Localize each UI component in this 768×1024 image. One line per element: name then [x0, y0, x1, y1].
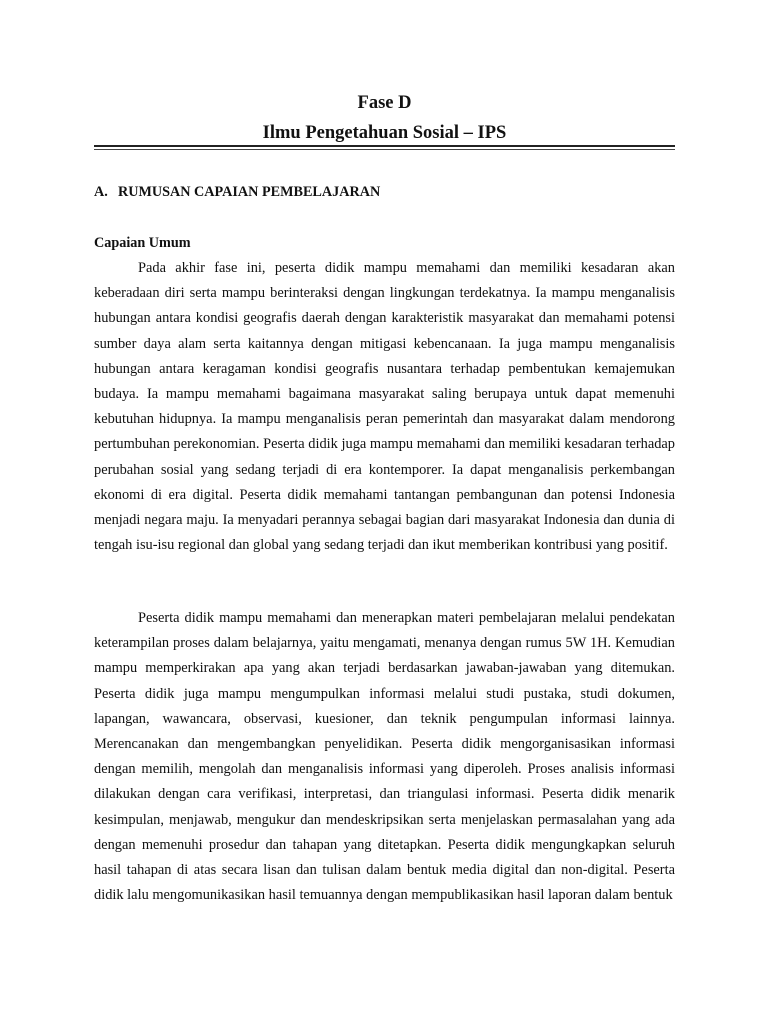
body-paragraph: Peserta didik mampu memahami dan menerapkan materi pembelajaran melalui pendekatan keterampilan proses dalam belajarnya, yaitu mengamati, menanya dengan rumus 5W 1H. Kemudian mampu memperkirakan apa yang akan terjadi berdasarkan jawaban-jawaban yang ditemukan. Peserta didik juga mampu mengumpulkan informasi melalui studi pustaka, studi dokumen, lapangan, wawancara, observasi, kuesioner, dan teknik pengumpulan informasi lainnya. Merencanakan dan mengembangkan penyelidikan. Peserta didik mengorganisasikan informasi dengan memilih, mengolah dan menganalisis informasi yang diperoleh. Proses analisis informasi dilakukan dengan cara verifikasi, interpretasi, dan triangulasi informasi. Peserta didik menarik kesimpulan, menjawab, mengukur dan mendeskripsikan serta menjelaskan permasalahan yang ada dengan memenuhi prosedur dan tahapan yang ditetapkan. Peserta didik mengungkapkan seluruh hasil tahapan di atas secara lisan dan tulisan dalam bentuk media digital dan non-digital. Peserta didik lalu mengomunikasikan hasil temuannya dengan mempublikasikan hasil laporan dalam bentuk: [94, 610, 675, 904]
subsection-heading: Capaian Umum: [94, 235, 191, 251]
section-title: RUMUSAN CAPAIAN PEMBELAJARAN: [118, 184, 381, 200]
document-subtitle: Ilmu Pengetahuan Sosial – IPS: [262, 123, 507, 143]
title-block: [94, 88, 675, 148]
section-number: A.: [94, 184, 108, 200]
document-title: Fase D: [357, 93, 412, 113]
section-heading: [94, 182, 380, 202]
title-divider-thick: [94, 145, 675, 147]
body-paragraph: Pada akhir fase ini, peserta didik mampu memahami dan memiliki kesadaran akan keberadaan diri serta mampu berinteraksi dengan lingkungan terdekatnya. Ia mampu menganalisis hubungan antara kondisi geografis daerah dengan karakteristik masyarakat dan memahami potensi sumber daya alam serta kaitannya dengan mitigasi kebencanaan. Ia juga mampu menganalisis hubungan antara keragaman kondisi geografis nusantara terhadap pembentukan kemajemukan budaya. Ia mampu memahami bagaimana masyarakat saling berupaya untuk dapat memenuhi kebutuhan hidupnya. Ia mampu menganalisis peran pemerintah dan masyarakat dalam mendorong pertumbuhan perekonomian. Peserta didik juga mampu memahami dan memiliki kesadaran terhadap perubahan sosial yang sedang terjadi di era kontemporer. Ia dapat menganalisis perkembangan ekonomi di era digital. Peserta didik memahami tantangan pembangunan dan potensi Indonesia menjadi negara maju. Ia menyadari perannya sebagai bagian dari masyarakat Indonesia dan dunia di tengah isu-isu regional dan global yang sedang terjadi dan ikut memberikan kontribusi yang positif.: [94, 260, 675, 554]
title-divider-thin: [94, 149, 675, 150]
